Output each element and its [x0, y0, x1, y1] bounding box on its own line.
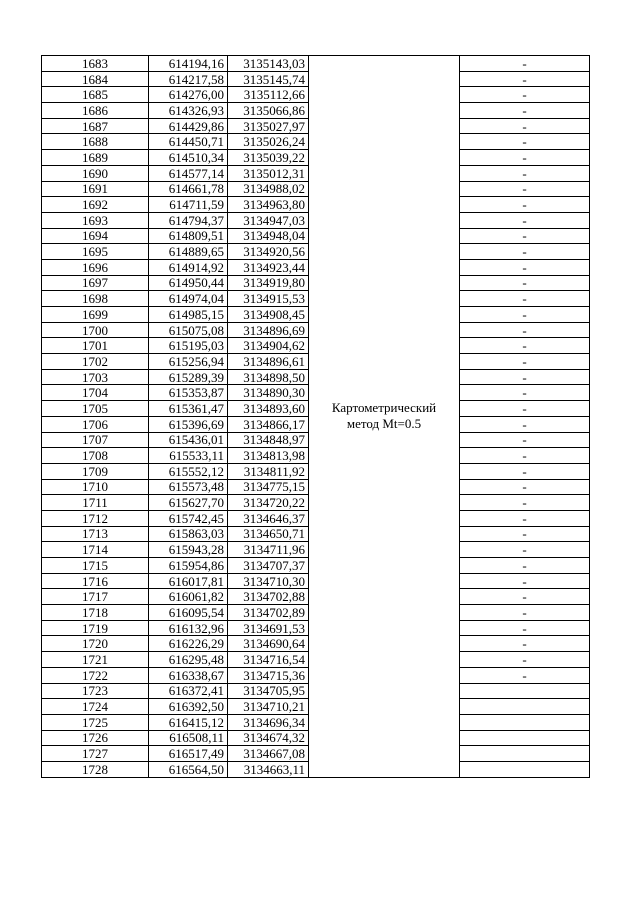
value-cell: - [460, 275, 590, 291]
value-cell: - [460, 244, 590, 260]
value-cell: - [460, 667, 590, 683]
x-coordinate-cell: 615742,45 [149, 510, 228, 526]
y-coordinate-cell: 3134674,32 [228, 730, 309, 746]
value-cell: - [460, 589, 590, 605]
value-cell: - [460, 495, 590, 511]
point-number-cell: 1706 [42, 416, 149, 432]
value-cell: - [460, 307, 590, 323]
y-coordinate-cell: 3134711,96 [228, 542, 309, 558]
point-number-cell: 1715 [42, 558, 149, 574]
x-coordinate-cell: 614326,93 [149, 103, 228, 119]
y-coordinate-cell: 3134898,50 [228, 369, 309, 385]
x-coordinate-cell: 615289,39 [149, 369, 228, 385]
value-cell: - [460, 416, 590, 432]
y-coordinate-cell: 3134915,53 [228, 291, 309, 307]
value-cell: - [460, 338, 590, 354]
x-coordinate-cell: 616564,50 [149, 761, 228, 777]
x-coordinate-cell: 615954,86 [149, 558, 228, 574]
value-cell: - [460, 636, 590, 652]
value-cell: - [460, 165, 590, 181]
point-number-cell: 1727 [42, 746, 149, 762]
x-coordinate-cell: 616517,49 [149, 746, 228, 762]
value-cell: - [460, 354, 590, 370]
value-cell: - [460, 448, 590, 464]
point-number-cell: 1703 [42, 369, 149, 385]
y-coordinate-cell: 3135066,86 [228, 103, 309, 119]
x-coordinate-cell: 615863,03 [149, 526, 228, 542]
x-coordinate-cell: 615396,69 [149, 416, 228, 432]
y-coordinate-cell: 3134691,53 [228, 620, 309, 636]
y-coordinate-cell: 3134650,71 [228, 526, 309, 542]
x-coordinate-cell: 616095,54 [149, 605, 228, 621]
x-coordinate-cell: 616061,82 [149, 589, 228, 605]
point-number-cell: 1705 [42, 401, 149, 417]
point-number-cell: 1695 [42, 244, 149, 260]
point-number-cell: 1690 [42, 165, 149, 181]
y-coordinate-cell: 3134811,92 [228, 463, 309, 479]
method-accuracy-text: метод Mt=0.5 [346, 416, 422, 432]
y-coordinate-cell: 3134919,80 [228, 275, 309, 291]
method-name-text: Картометрический [331, 400, 437, 416]
value-cell: - [460, 212, 590, 228]
x-coordinate-cell: 615943,28 [149, 542, 228, 558]
point-number-cell: 1708 [42, 448, 149, 464]
x-coordinate-cell: 616508,11 [149, 730, 228, 746]
y-coordinate-cell: 3135027,97 [228, 118, 309, 134]
point-number-cell: 1720 [42, 636, 149, 652]
x-coordinate-cell: 615627,70 [149, 495, 228, 511]
y-coordinate-cell: 3134720,22 [228, 495, 309, 511]
value-cell: - [460, 197, 590, 213]
y-coordinate-cell: 3134896,61 [228, 354, 309, 370]
y-coordinate-cell: 3134716,54 [228, 652, 309, 668]
coordinates-table [41, 55, 590, 778]
point-number-cell: 1723 [42, 683, 149, 699]
x-coordinate-cell: 614794,37 [149, 212, 228, 228]
y-coordinate-cell: 3134710,30 [228, 573, 309, 589]
point-number-cell: 1702 [42, 354, 149, 370]
value-cell: - [460, 479, 590, 495]
y-coordinate-cell: 3134893,60 [228, 401, 309, 417]
x-coordinate-cell: 616392,50 [149, 699, 228, 715]
y-coordinate-cell: 3135112,66 [228, 87, 309, 103]
point-number-cell: 1728 [42, 761, 149, 777]
y-coordinate-cell: 3134813,98 [228, 448, 309, 464]
y-coordinate-cell: 3134663,11 [228, 761, 309, 777]
value-cell: - [460, 118, 590, 134]
x-coordinate-cell: 614914,92 [149, 259, 228, 275]
value-cell: - [460, 401, 590, 417]
point-number-cell: 1698 [42, 291, 149, 307]
x-coordinate-cell: 615195,03 [149, 338, 228, 354]
y-coordinate-cell: 3134866,17 [228, 416, 309, 432]
point-number-cell: 1699 [42, 307, 149, 323]
point-number-cell: 1700 [42, 322, 149, 338]
y-coordinate-cell: 3134923,44 [228, 259, 309, 275]
point-number-cell: 1716 [42, 573, 149, 589]
point-number-cell: 1722 [42, 667, 149, 683]
x-coordinate-cell: 615573,48 [149, 479, 228, 495]
x-coordinate-cell: 615361,47 [149, 401, 228, 417]
y-coordinate-cell: 3134963,80 [228, 197, 309, 213]
value-cell: - [460, 259, 590, 275]
value-cell: - [460, 542, 590, 558]
x-coordinate-cell: 616017,81 [149, 573, 228, 589]
y-coordinate-cell: 3135039,22 [228, 150, 309, 166]
value-cell: - [460, 573, 590, 589]
x-coordinate-cell: 614194,16 [149, 56, 228, 72]
point-number-cell: 1721 [42, 652, 149, 668]
value-cell [460, 714, 590, 730]
value-cell: - [460, 432, 590, 448]
table-row [42, 56, 590, 72]
y-coordinate-cell: 3135012,31 [228, 165, 309, 181]
point-number-cell: 1685 [42, 87, 149, 103]
value-cell [460, 683, 590, 699]
point-number-cell: 1707 [42, 432, 149, 448]
x-coordinate-cell: 616338,67 [149, 667, 228, 683]
x-coordinate-cell: 614985,15 [149, 307, 228, 323]
x-coordinate-cell: 614217,58 [149, 71, 228, 87]
x-coordinate-cell: 614661,78 [149, 181, 228, 197]
x-coordinate-cell: 614450,71 [149, 134, 228, 150]
y-coordinate-cell: 3134775,15 [228, 479, 309, 495]
x-coordinate-cell: 616132,96 [149, 620, 228, 636]
x-coordinate-cell: 614711,59 [149, 197, 228, 213]
point-number-cell: 1696 [42, 259, 149, 275]
y-coordinate-cell: 3135026,24 [228, 134, 309, 150]
x-coordinate-cell: 616372,41 [149, 683, 228, 699]
coordinates-table-body [42, 56, 590, 778]
point-number-cell: 1692 [42, 197, 149, 213]
value-cell: - [460, 71, 590, 87]
point-number-cell: 1689 [42, 150, 149, 166]
value-cell [460, 746, 590, 762]
point-number-cell: 1697 [42, 275, 149, 291]
y-coordinate-cell: 3134702,88 [228, 589, 309, 605]
point-number-cell: 1712 [42, 510, 149, 526]
x-coordinate-cell: 614429,86 [149, 118, 228, 134]
x-coordinate-cell: 614809,51 [149, 228, 228, 244]
point-number-cell: 1693 [42, 212, 149, 228]
value-cell [460, 699, 590, 715]
y-coordinate-cell: 3135143,03 [228, 56, 309, 72]
point-number-cell: 1684 [42, 71, 149, 87]
y-coordinate-cell: 3134896,69 [228, 322, 309, 338]
x-coordinate-cell: 616295,48 [149, 652, 228, 668]
x-coordinate-cell: 616226,29 [149, 636, 228, 652]
x-coordinate-cell: 615256,94 [149, 354, 228, 370]
y-coordinate-cell: 3134947,03 [228, 212, 309, 228]
value-cell: - [460, 322, 590, 338]
method-cell [309, 56, 460, 778]
point-number-cell: 1691 [42, 181, 149, 197]
point-number-cell: 1718 [42, 605, 149, 621]
x-coordinate-cell: 615075,08 [149, 322, 228, 338]
point-number-cell: 1713 [42, 526, 149, 542]
value-cell: - [460, 605, 590, 621]
value-cell: - [460, 228, 590, 244]
point-number-cell: 1709 [42, 463, 149, 479]
x-coordinate-cell: 614974,04 [149, 291, 228, 307]
x-coordinate-cell: 615436,01 [149, 432, 228, 448]
value-cell: - [460, 558, 590, 574]
x-coordinate-cell: 615552,12 [149, 463, 228, 479]
value-cell: - [460, 56, 590, 72]
x-coordinate-cell: 614577,14 [149, 165, 228, 181]
y-coordinate-cell: 3134715,36 [228, 667, 309, 683]
y-coordinate-cell: 3134710,21 [228, 699, 309, 715]
point-number-cell: 1683 [42, 56, 149, 72]
point-number-cell: 1704 [42, 385, 149, 401]
y-coordinate-cell: 3134908,45 [228, 307, 309, 323]
point-number-cell: 1701 [42, 338, 149, 354]
y-coordinate-cell: 3134705,95 [228, 683, 309, 699]
value-cell: - [460, 369, 590, 385]
y-coordinate-cell: 3134646,37 [228, 510, 309, 526]
point-number-cell: 1688 [42, 134, 149, 150]
y-coordinate-cell: 3134948,04 [228, 228, 309, 244]
value-cell: - [460, 87, 590, 103]
value-cell: - [460, 134, 590, 150]
y-coordinate-cell: 3134988,02 [228, 181, 309, 197]
value-cell: - [460, 291, 590, 307]
value-cell: - [460, 181, 590, 197]
value-cell: - [460, 652, 590, 668]
value-cell [460, 761, 590, 777]
x-coordinate-cell: 616415,12 [149, 714, 228, 730]
x-coordinate-cell: 614950,44 [149, 275, 228, 291]
x-coordinate-cell: 614276,00 [149, 87, 228, 103]
y-coordinate-cell: 3134920,56 [228, 244, 309, 260]
value-cell: - [460, 150, 590, 166]
y-coordinate-cell: 3134707,37 [228, 558, 309, 574]
point-number-cell: 1694 [42, 228, 149, 244]
point-number-cell: 1686 [42, 103, 149, 119]
point-number-cell: 1711 [42, 495, 149, 511]
value-cell: - [460, 526, 590, 542]
y-coordinate-cell: 3134696,34 [228, 714, 309, 730]
point-number-cell: 1724 [42, 699, 149, 715]
y-coordinate-cell: 3134667,08 [228, 746, 309, 762]
x-coordinate-cell: 615353,87 [149, 385, 228, 401]
x-coordinate-cell: 614889,65 [149, 244, 228, 260]
value-cell [460, 730, 590, 746]
value-cell: - [460, 463, 590, 479]
y-coordinate-cell: 3134904,62 [228, 338, 309, 354]
point-number-cell: 1717 [42, 589, 149, 605]
value-cell: - [460, 385, 590, 401]
y-coordinate-cell: 3134848,97 [228, 432, 309, 448]
value-cell: - [460, 510, 590, 526]
point-number-cell: 1725 [42, 714, 149, 730]
y-coordinate-cell: 3135145,74 [228, 71, 309, 87]
value-cell: - [460, 103, 590, 119]
y-coordinate-cell: 3134890,30 [228, 385, 309, 401]
x-coordinate-cell: 615533,11 [149, 448, 228, 464]
point-number-cell: 1719 [42, 620, 149, 636]
point-number-cell: 1726 [42, 730, 149, 746]
y-coordinate-cell: 3134702,89 [228, 605, 309, 621]
value-cell: - [460, 620, 590, 636]
point-number-cell: 1710 [42, 479, 149, 495]
y-coordinate-cell: 3134690,64 [228, 636, 309, 652]
x-coordinate-cell: 614510,34 [149, 150, 228, 166]
point-number-cell: 1687 [42, 118, 149, 134]
point-number-cell: 1714 [42, 542, 149, 558]
